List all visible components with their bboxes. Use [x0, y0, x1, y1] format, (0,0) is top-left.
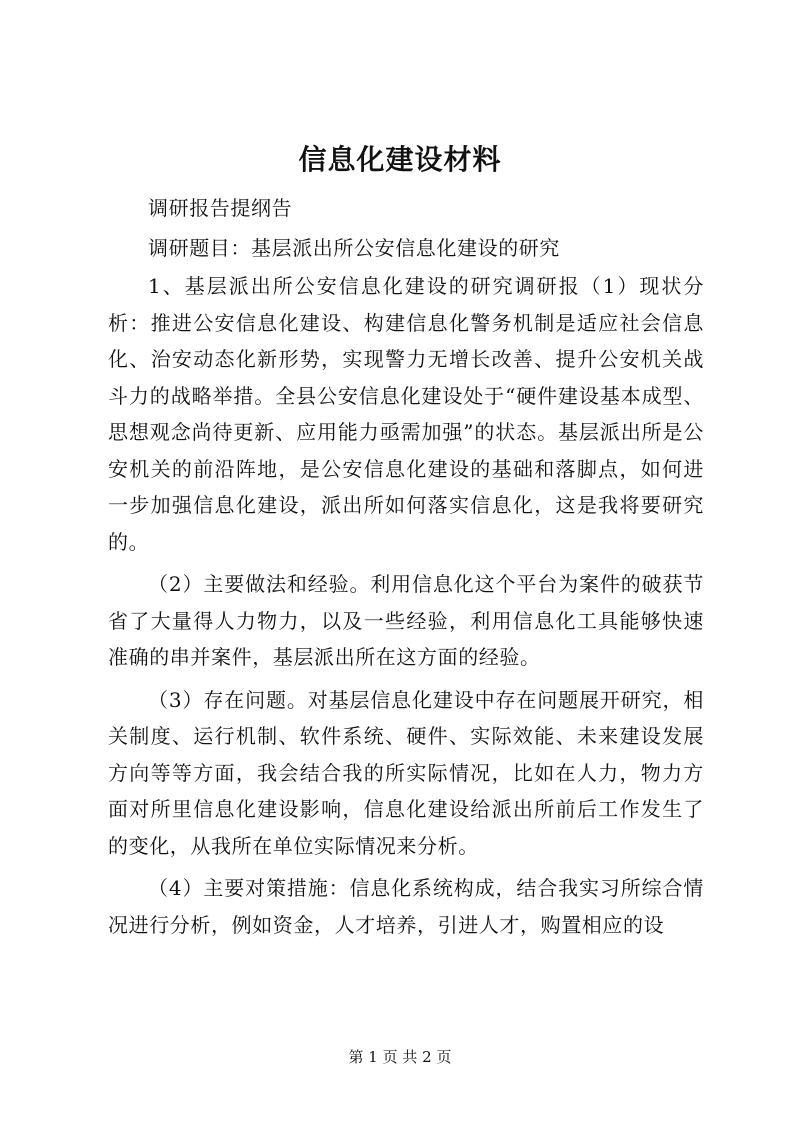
paragraph-existing-problems: （3）存在问题。对基层信息化建设中存在问题展开研究，相关制度、运行机制、软件系统、硬件、实际效能、未来建设发展方向等等方面，我会结合我的所实际情况，比如在人力，物力方面对所里信息化建设影响，信息化建设给派出所前后工作发生了的变化，从我所在单位实际情况来分析。 — [108, 687, 704, 858]
paragraph-countermeasures: （4）主要对策措施：信息化系统构成，结合我实习所综合情况进行分析，例如资金，人才培养，引进人才，购置相应的设 — [108, 876, 704, 937]
paragraph-practices-experience: （2）主要做法和经验。利用信息化这个平台为案件的破获节省了大量得人力物力，以及一些经验，利用信息化工具能够快速准确的串并案件，基层派出所在这方面的经验。 — [108, 572, 704, 669]
paragraph-outline-heading: 调研报告提纲告 — [148, 196, 293, 220]
document-title: 信息化建设材料 — [298, 143, 502, 176]
paragraph-status-analysis: 1、基层派出所公安信息化建设的研究调研报（1）现状分析：推进公安信息化建设、构建信息化警务机制是适应社会信息化、治安动态化新形势，实现警力无增长改善、提升公安机关战斗力的战略举措。全县公安信息化建设处于“硬件建设基本成型、思想观念尚待更新、应用能力亟需加强”的状态。基层派出所是公安机关的前沿阵地，是公安信息化建设的基础和落脚点，如何进一步加强信息化建设，派出所如何落实信息化，这是我将要研究的。 — [108, 274, 704, 554]
paragraph-research-topic: 调研题目：基层派出所公安信息化建设的研究 — [148, 236, 560, 260]
document-body — [108, 188, 704, 943]
page-footer: 第 1 页 共 2 页 — [348, 1048, 452, 1066]
